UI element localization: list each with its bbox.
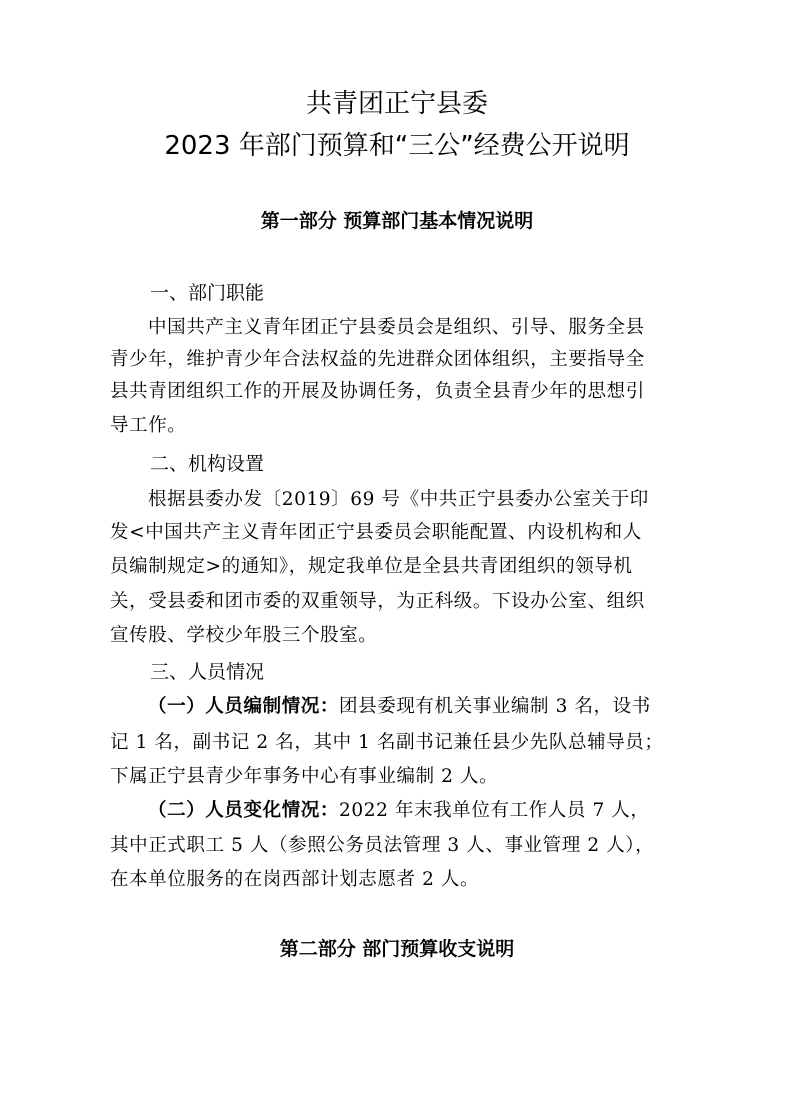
section1-line: 导工作。 [110, 415, 187, 436]
section3-heading: 三、人员情况 [150, 661, 265, 683]
section1-heading: 一、部门职能 [150, 282, 265, 304]
staffing-paragraph-line [148, 693, 690, 721]
section2-line: 根据县委办发〔2019〕69 号《中共正宁县委办公室关于印 [148, 489, 649, 510]
section2-line: 关，受县委和团市委的双重领导，为正科级。下设办公室、组织 [110, 591, 645, 612]
document-title-main: 2023 年部门预算和“三公”经费公开说明 [164, 131, 630, 161]
staffing-line: 下属正宁县青少年事务中心有事业编制 2 人。 [110, 766, 499, 787]
personnel-change-text: 2022 年末我单位有工作人员 7 人， [339, 800, 650, 821]
staffing-label: （一）人员编制情况： [148, 696, 340, 717]
part2-heading: 第二部分 部门预算收支说明 [279, 938, 515, 960]
section2-line: 宣传股、学校少年股三个股室。 [110, 625, 378, 646]
section2-line: 员编制规定>的通知》，规定我单位是全县共青团组织的领导机 [110, 556, 633, 577]
section2-heading: 二、机构设置 [150, 453, 265, 475]
personnel-change-label: （二）人员变化情况： [148, 800, 340, 821]
personnel-change-line: 在本单位服务的在岗西部计划志愿者 2 人。 [110, 869, 480, 890]
personnel-change-line: 其中正式职工 5 人（参照公务员法管理 3 人、事业管理 2 人）， [110, 835, 655, 856]
document-title-org: 共青团正宁县委 [305, 89, 488, 119]
staffing-text: 团县委现有机关事业编制 3 名，设书 [339, 696, 651, 717]
part1-heading: 第一部分 预算部门基本情况说明 [260, 210, 534, 232]
section2-line: 发<中国共产主义青年团正宁县委员会职能配置、内设机构和人 [110, 522, 642, 543]
staffing-line: 记 1 名，副书记 2 名，其中 1 名副书记兼任县少先队总辅导员； [110, 732, 664, 753]
section1-line: 青少年，维护青少年合法权益的先进群众团体组织，主要指导全 [110, 349, 645, 370]
personnel-change-paragraph-line [148, 797, 690, 825]
section1-line: 县共青团组织工作的开展及协调任务，负责全县青少年的思想引 [110, 381, 645, 402]
section1-line: 中国共产主义青年团正宁县委员会是组织、引导、服务全县 [148, 317, 645, 338]
